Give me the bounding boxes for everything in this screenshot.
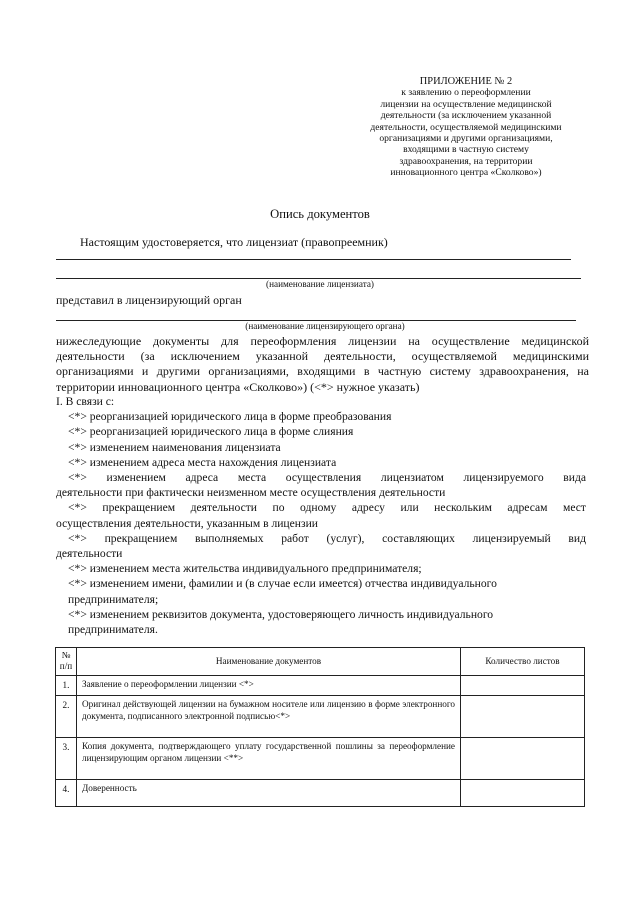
row-document-name: Оригинал действующей лицензии на бумажном носителе или лицензию в форме электронного документа, подписанного электронной подписью<*> bbox=[77, 696, 461, 738]
appendix-block bbox=[352, 76, 580, 179]
list-item: <*> изменением адреса места осуществления лицензиатом лицензируемого вида bbox=[68, 471, 586, 485]
list-item: <*> прекращением деятельности по одному адресу или нескольким адресам мест bbox=[68, 501, 586, 515]
list-item: осуществления деятельности, указанным в лицензии bbox=[56, 516, 318, 530]
appendix-line: деятельности, осуществляемой медицинскими bbox=[370, 121, 562, 133]
row-document-name: Заявление о переоформлении лицензии <*> bbox=[77, 675, 461, 695]
header-page-count: Количество листов bbox=[461, 648, 585, 676]
submitted-text: представил в лицензирующий орган bbox=[56, 293, 242, 307]
row-number: 3. bbox=[56, 738, 77, 780]
appendix-line: деятельности (за исключением указанной bbox=[380, 110, 552, 122]
certify-text: Настоящим удостоверяется, что лицензиат (правопреемник) bbox=[80, 235, 388, 249]
list-item: деятельности bbox=[56, 547, 123, 561]
document-title: Опись документов bbox=[270, 207, 370, 221]
table-row bbox=[56, 696, 585, 738]
licensee-caption: (наименование лицензиата) bbox=[266, 279, 374, 289]
list-item: <*> изменением имени, фамилии и (в случае если имеется) отчества индивидуального bbox=[68, 577, 497, 591]
row-number: 4. bbox=[56, 780, 77, 807]
table-row bbox=[56, 780, 585, 807]
appendix-heading: ПРИЛОЖЕНИЕ № 2 bbox=[419, 76, 513, 87]
row-document-name: Доверенность bbox=[77, 780, 461, 807]
authority-caption: (наименование лицензирующего органа) bbox=[245, 321, 405, 331]
row-page-count bbox=[461, 696, 585, 738]
row-document-name: Копия документа, подтверждающего уплату государственной пошлины за переоформление лицензирующим органом лицензии <**> bbox=[77, 738, 461, 780]
documents-table bbox=[55, 647, 585, 807]
row-page-count bbox=[461, 780, 585, 807]
list-item: <*> прекращением выполняемых работ (услуг), составляющих лицензируемый вид bbox=[68, 531, 586, 545]
licensee-fill-line-1 bbox=[56, 259, 571, 260]
header-number: № п/п bbox=[56, 648, 77, 676]
row-page-count bbox=[461, 675, 585, 695]
list-item: <*> изменением места жительства индивидуального предпринимателя; bbox=[68, 562, 422, 576]
list-item: предпринимателя. bbox=[68, 623, 158, 637]
row-number: 2. bbox=[56, 696, 77, 738]
row-number: 1. bbox=[56, 675, 77, 695]
appendix-line: к заявлению о переоформлении bbox=[401, 87, 531, 99]
list-item: <*> изменением реквизитов документа, удостоверяющего личность индивидуального bbox=[68, 607, 494, 621]
section-heading: I. В связи с: bbox=[56, 395, 115, 408]
appendix-line: здравоохранения, на территории bbox=[399, 155, 533, 167]
appendix-line: организациями и другими организациями, bbox=[379, 133, 553, 145]
list-item: <*> изменением адреса места нахождения лицензиата bbox=[68, 455, 337, 469]
reasons-list bbox=[56, 394, 586, 637]
documents-paragraph: нижеследующие документы для переоформления лицензии на осуществление медицинской деятельности (за исключением указанной деятельности, осуществляемой медицинскими организациями и другими организациями, входящими в частную систему здравоохранения, на территории инновационного центра «Сколково») (<*> нужное указать) bbox=[56, 334, 589, 394]
appendix-line: лицензии на осуществление медицинской bbox=[380, 98, 552, 110]
appendix-line: инновационного центра «Сколково») bbox=[390, 167, 542, 179]
list-item: <*> реорганизацией юридического лица в форме слияния bbox=[68, 425, 354, 439]
list-item: <*> реорганизацией юридического лица в форме преобразования bbox=[68, 410, 392, 424]
list-item: <*> изменением наименования лицензиата bbox=[68, 440, 281, 454]
table-header-row bbox=[56, 648, 585, 676]
header-document-name: Наименование документов bbox=[77, 648, 461, 676]
row-page-count bbox=[461, 738, 585, 780]
appendix-line: входящими в частную систему bbox=[403, 144, 529, 156]
table-row bbox=[56, 675, 585, 695]
list-item: предпринимателя; bbox=[68, 592, 159, 606]
table-row bbox=[56, 738, 585, 780]
list-item: деятельности при фактически неизменном месте осуществления деятельности bbox=[56, 486, 446, 500]
